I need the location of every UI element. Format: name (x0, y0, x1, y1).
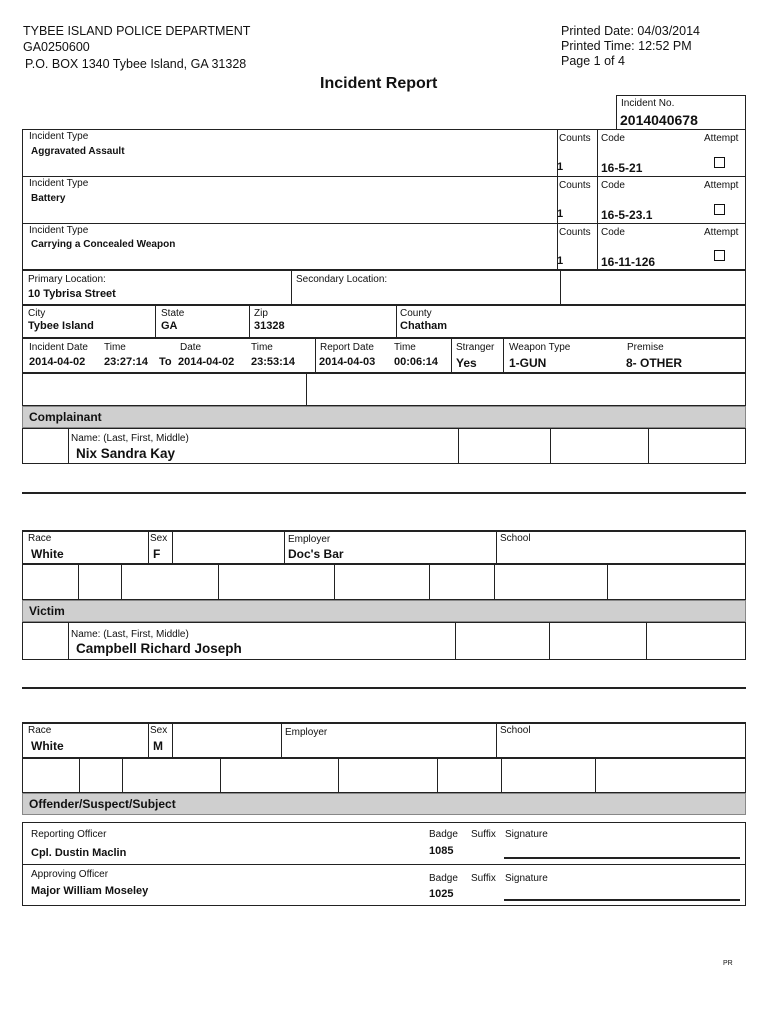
victim-employer-label: Employer (285, 727, 328, 738)
code-label: Code (601, 133, 625, 144)
complainant-school-label: School (500, 533, 531, 544)
report-time-label: Time (394, 342, 416, 353)
approving-badge: 1025 (429, 888, 454, 900)
reporting-signature-label: Signature (505, 829, 548, 840)
report-time: 00:06:14 (394, 356, 439, 368)
attempt-label: Attempt (704, 227, 739, 238)
printed-date: Printed Date: 04/03/2014 (561, 24, 700, 38)
victim-race: White (31, 739, 64, 753)
primary-location-label: Primary Location: (28, 274, 106, 285)
approving-officer-label: Approving Officer (31, 869, 109, 880)
complainant-race: White (31, 547, 64, 561)
state: GA (161, 320, 178, 332)
incident-time: 23:27:14 (104, 356, 149, 368)
complainant-employer-label: Employer (288, 534, 331, 545)
zip-label: Zip (254, 308, 268, 319)
page-number: Page 1 of 4 (561, 54, 625, 68)
premise: 8- OTHER (626, 356, 683, 370)
incident-type-1: Aggravated Assault (31, 146, 125, 157)
to-time-label: Time (251, 342, 273, 353)
county-label: County (400, 308, 432, 319)
weapon-type: 1-GUN (509, 356, 547, 370)
reporting-badge: 1085 (429, 845, 454, 857)
complainant-name-label: Name: (Last, First, Middle) (71, 433, 189, 444)
incident-counts-1: 1 (557, 161, 564, 173)
reporting-officer-label: Reporting Officer (31, 829, 107, 840)
agency-address: P.O. BOX 1340 Tybee Island, GA 31328 (25, 57, 247, 71)
incident-type-label: Incident Type (29, 131, 89, 142)
secondary-location-label: Secondary Location: (296, 274, 388, 285)
stranger: Yes (456, 356, 477, 370)
attempt-label: Attempt (704, 180, 739, 191)
reporting-suffix-label: Suffix (471, 829, 496, 840)
blank-row (22, 373, 746, 406)
approving-badge-label: Badge (429, 873, 458, 884)
reporting-badge-label: Badge (429, 829, 458, 840)
to-label: To (159, 356, 172, 368)
incident-number-label: Incident No. (621, 98, 675, 109)
code-label: Code (601, 180, 625, 191)
agency-name: TYBEE ISLAND POLICE DEPARTMENT (23, 24, 251, 38)
victim-extra-row (22, 758, 746, 793)
city-row (22, 305, 746, 338)
zip: 31328 (254, 320, 285, 332)
counts-label: Counts (559, 133, 591, 144)
code-label: Code (601, 227, 625, 238)
victim-sex-label: Sex (150, 725, 168, 736)
complainant-race-label: Race (28, 533, 52, 544)
attempt-checkbox-2[interactable] (714, 204, 725, 215)
incident-code-3: 16-11-126 (601, 255, 656, 269)
report-date-label: Report Date (320, 342, 374, 353)
printed-time: Printed Time: 12:52 PM (561, 39, 692, 53)
complainant-section-header: Complainant (22, 406, 746, 428)
incident-type-label: Incident Type (29, 225, 89, 236)
victim-school-label: School (500, 725, 531, 736)
agency-ori: GA0250600 (23, 40, 90, 54)
complainant-sex-label: Sex (150, 533, 168, 544)
incident-type-3: Carrying a Concealed Weapon (31, 239, 176, 250)
complainant-details-row (22, 530, 746, 564)
victim-name-label: Name: (Last, First, Middle) (71, 629, 189, 640)
county: Chatham (400, 320, 448, 332)
victim-sex: M (153, 739, 163, 753)
incident-date-label: Incident Date (29, 342, 88, 353)
reporting-signature-line (504, 857, 740, 859)
victim-name: Campbell Richard Joseph (76, 641, 242, 656)
to-date-label: Date (180, 342, 202, 353)
complainant-sex: F (153, 547, 161, 561)
complainant-name: Nix Sandra Kay (76, 446, 176, 461)
offender-section-header: Offender/Suspect/Subject (22, 793, 746, 815)
city-label: City (28, 308, 46, 319)
attempt-checkbox-3[interactable] (714, 250, 725, 261)
incident-type-label: Incident Type (29, 178, 89, 189)
attempt-label: Attempt (704, 133, 739, 144)
state-label: State (161, 308, 185, 319)
to-time: 23:53:14 (251, 356, 296, 368)
stranger-label: Stranger (456, 342, 495, 353)
victim-section-header: Victim (22, 600, 746, 622)
premise-label: Premise (627, 342, 664, 353)
counts-label: Counts (559, 180, 591, 191)
approving-signature-label: Signature (505, 873, 548, 884)
victim-details-row (22, 722, 746, 758)
weapon-type-label: Weapon Type (509, 342, 571, 353)
complainant-extra-row (22, 564, 746, 600)
counts-label: Counts (559, 227, 591, 238)
approving-officer-name: Major William Moseley (31, 885, 149, 897)
reporting-officer-name: Cpl. Dustin Maclin (31, 847, 127, 859)
approving-suffix-label: Suffix (471, 873, 496, 884)
incident-code-1: 16-5-21 (601, 161, 643, 175)
incident-date: 2014-04-02 (29, 356, 86, 368)
incident-counts-2: 1 (557, 208, 564, 220)
attempt-checkbox-1[interactable] (714, 157, 725, 168)
report-date: 2014-04-03 (319, 356, 376, 368)
to-date: 2014-04-02 (178, 356, 235, 368)
page-title: Incident Report (320, 75, 438, 92)
incident-code-2: 16-5-23.1 (601, 208, 653, 222)
city: Tybee Island (28, 320, 94, 332)
incident-type-2: Battery (31, 193, 66, 204)
approving-signature-line (504, 899, 740, 901)
incident-counts-3: 1 (557, 255, 564, 267)
primary-location: 10 Tybrisa Street (28, 288, 116, 300)
incident-number: 2014040678 (620, 112, 698, 128)
complainant-employer: Doc's Bar (288, 547, 344, 561)
footer-code: PR (723, 960, 733, 967)
incident-time-label: Time (104, 342, 126, 353)
victim-race-label: Race (28, 725, 52, 736)
